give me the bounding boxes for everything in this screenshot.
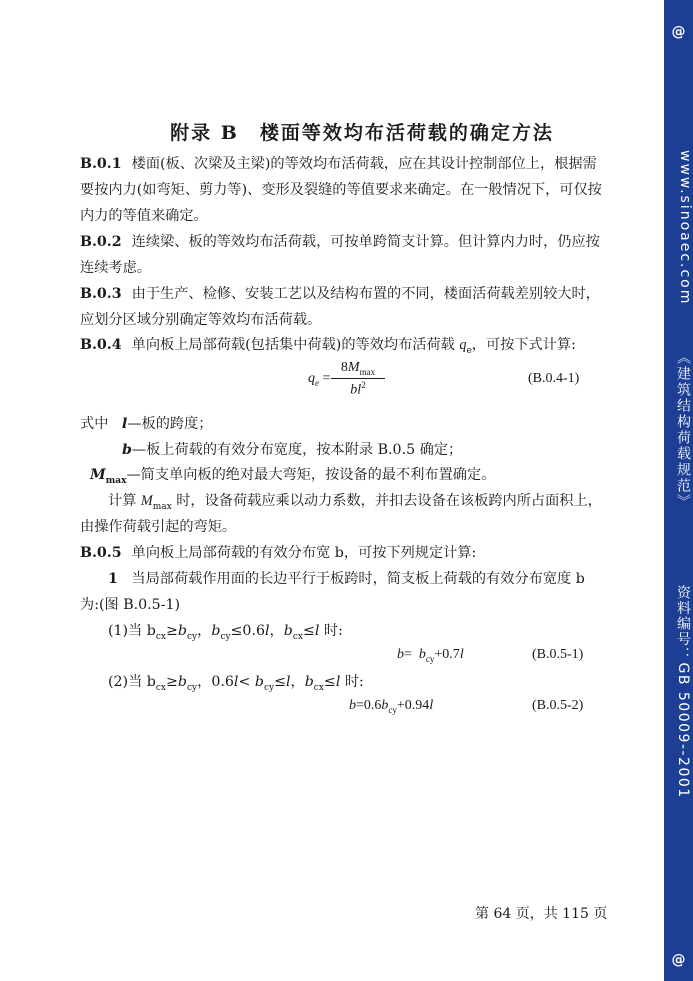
clause-number: B.0.3 [80,286,122,302]
calc-pre: 计算 [108,493,137,509]
clause-b04-line1: B.0.4 单向板上局部荷载(包括集中荷载)的等效均布活荷载 $q_e$，可按下式计算: [80,337,576,356]
clause-number: B.0.1 [80,156,122,172]
equation-number: (B.0.5-1) [532,647,584,662]
item1-line1 [108,570,585,588]
clause-text: 单向板上局部荷载(包括集中荷载)的等效均布活荷载 [131,337,455,353]
calc-post: 时，设备荷载应乘以动力系数，并扣去设备在该板跨内所占面积上， [176,493,602,509]
page-title: 附录 B 楼面等效均布活荷载的确定方法 [170,122,554,144]
equation-number: (B.0.5-2) [532,698,584,713]
symbol-m-desc: —简支单向板的绝对最大弯矩，按设备的最不利布置确定。 [126,467,496,483]
symbol-l: l [121,416,128,432]
page-footer: 第 64 页，共 115 页 [475,906,608,922]
clause-text: 楼面(板、次梁及主梁)的等效均布活荷载，应在其设计控制部位上，根据需 [131,156,597,172]
sidebar-banner [664,0,693,981]
clause-b01-line3: 内力的等值来确定。 [80,208,208,224]
sidebar-doc-title: 《建筑结构荷载规范》 [675,350,691,510]
item-number: 1 [108,571,118,587]
symbol-m-sub: max [105,475,127,486]
clause-number: B.0.5 [80,545,122,561]
clause-b02-line1 [80,233,600,251]
formula-b05-2: $b=0.6b_{cy}+0.94l$ [349,698,434,715]
clause-b01-line2: 要按内力(如弯矩、剪力等)、变形及裂缝的等值要求来确定。在一般情况下，可仅按 [80,182,602,198]
case2-condition: (2)当 $b_{cx}\ge b_{cy}$，$0.6l< b_{cy}\le l$，$b_{cx}\le l$ 时: [108,674,364,693]
sidebar-url[interactable]: www.sinoaec.com [677,150,693,306]
equation-number: (B.0.4-1) [528,371,580,386]
where-l-line [80,415,212,433]
item-text: 当局部荷载作用面的长边平行于板跨时，简支板上荷载的有效分布宽度 b [131,571,585,587]
clause-b02-line2: 连续考虑。 [80,260,151,276]
case1-condition: (1)当 $b_{cx}\ge b_{cy}$，$b_{cy}\le 0.6l$，$b_{cx}\le l$ 时: [108,623,343,642]
clause-text: 由于生产、检修、安装工艺以及结构布置的不同，楼面活荷载差别较大时， [131,286,600,302]
symbol-b: b [122,442,132,458]
symbol-m: M [90,467,106,483]
at-symbol-top: @ [671,24,686,40]
at-symbol-bottom: @ [671,952,686,968]
case-label: (1)当 b [108,623,156,639]
formula-lhs: $q_e$ = [308,371,331,388]
calc-line2: 由操作荷载引起的弯矩。 [80,519,237,535]
symbol-b-desc: —板上荷载的有效分布宽度，按本附录 B.0.5 确定； [131,442,463,458]
clause-number: B.0.4 [80,337,122,353]
sidebar-doc-code: 资料编号：GB 50009--2001 [675,585,691,799]
where-lead: 式中 [80,416,109,432]
formula-fraction: $8M_{max}$ $bl^2$ [331,360,385,398]
clause-text-tail: ，可按下式计算: [471,337,576,353]
clause-text: 连续梁、板的等效均布活荷载，可按单跨简支计算。但计算内力时，仍应按 [131,234,600,250]
item1-line2: 为:(图 B.0.5-1) [80,597,181,613]
clause-text: 单向板上局部荷载的有效分布宽 b，可按下列规定计算: [131,545,477,561]
symbol-l-desc: —板的跨度； [127,416,213,432]
calc-line1: 计算 $M_{max}$ 时，设备荷载应乘以动力系数，并扣去设备在该板跨内所占面积上， [108,493,602,512]
clause-b01-line1 [80,155,597,173]
clause-b03-line1 [80,285,600,303]
case-label: (2)当 b [108,674,156,690]
clause-number: B.0.2 [80,234,122,250]
formula-b05-1: $b= b_{cy}+0.7l$ [397,647,464,664]
clause-b03-line2: 应划分区域分别确定等效均布活荷载。 [80,312,322,328]
where-b-line [122,441,462,459]
where-m-line [90,466,495,490]
clause-b05-line1 [80,544,476,562]
